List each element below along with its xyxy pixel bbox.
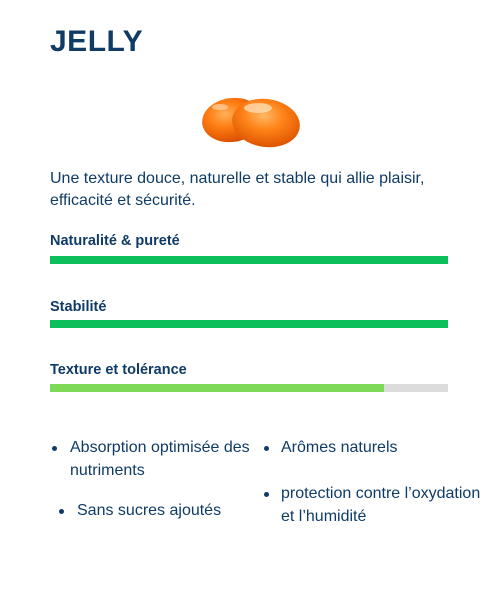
bullet-icon <box>264 446 269 451</box>
feature-aromes: Arômes naturels <box>281 439 398 456</box>
metric-label-naturalite: Naturalité & pureté <box>50 233 180 249</box>
page-title: JELLY <box>50 25 144 58</box>
feature-protection: protection contre l’oxydation et l’humidité <box>281 485 481 525</box>
metric-label-texture: Texture et tolérance <box>50 362 187 378</box>
feature-absorption: Absorption optimisée des nutriments <box>70 439 250 479</box>
bullet-icon <box>264 492 269 497</box>
bullet-icon <box>59 509 64 514</box>
feature-sans-sucres: Sans sucres ajoutés <box>77 502 222 519</box>
bullet-icon <box>52 446 57 451</box>
metric-label-stabilite: Stabilité <box>50 299 107 315</box>
product-description: Une texture douce, naturelle et stable qui allie plaisir, efficacité et sécurité. <box>50 170 425 209</box>
